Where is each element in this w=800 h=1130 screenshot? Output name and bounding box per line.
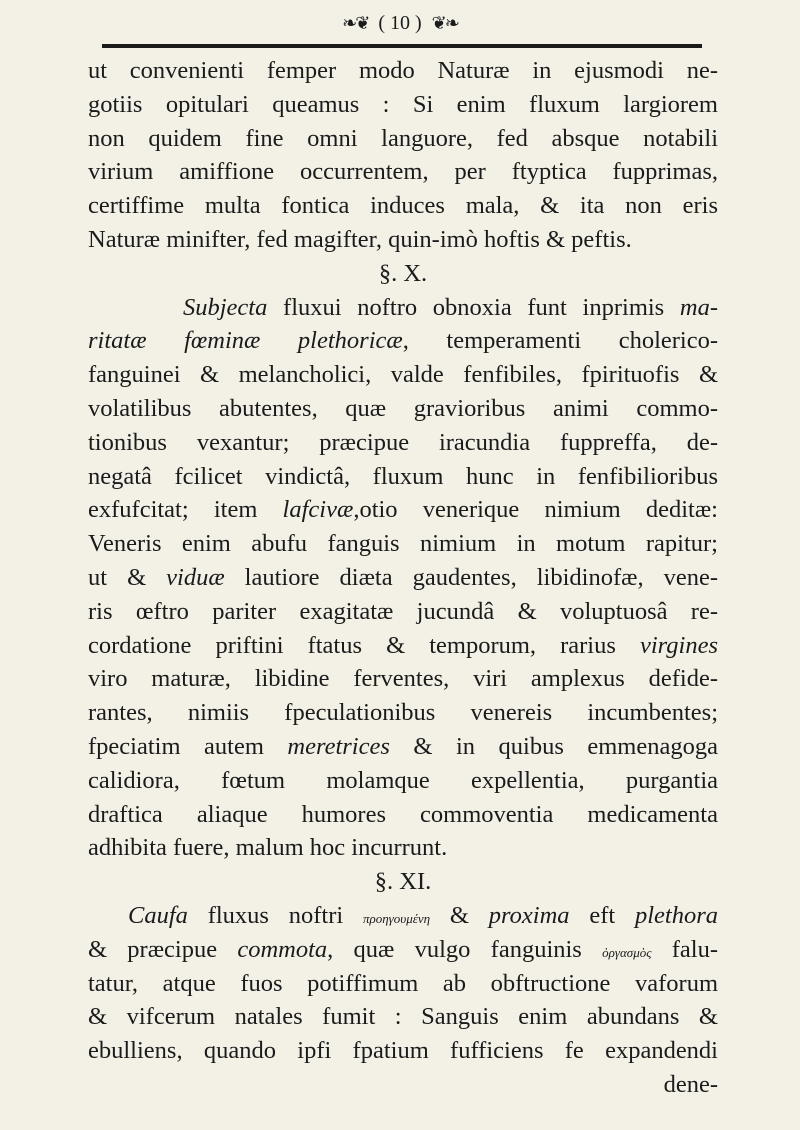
- text-line: Naturæ minifter, fed magifter, quin-imò hoftis & peftis.: [88, 225, 632, 253]
- text-line: non quidem fine omni languore, fed absque notabili: [88, 124, 718, 152]
- text-line: volatilibus abutentes, quæ gravioribus animi commo-: [88, 394, 718, 422]
- text-line: Caufa fluxus noftri πρoηγουμένη & proxima eft plethora: [128, 901, 719, 929]
- text-line: ebulliens, quando ipfi fpatium fufficiens fe expandendi: [88, 1037, 718, 1065]
- text-line: ut & viduæ lautiore diæta gaudentes, libidinofæ, vene-: [88, 563, 718, 591]
- header-rule: [102, 44, 702, 48]
- page-header: [240, 8, 560, 38]
- text-line: draftica aliaque humores commoventia medicamenta: [88, 800, 718, 828]
- text-line: viro maturæ, libidine ferventes, viri amplexus defide-: [88, 665, 718, 693]
- text-line: fpeciatim autem meretrices & in quibus emmenagoga: [88, 732, 718, 760]
- page-number: ( 10 ): [378, 11, 422, 34]
- text-line: adhibita fuere, malum hoc incurrunt.: [88, 834, 448, 862]
- text-line: & vifcerum natales fumit : Sanguis enim abundans &: [88, 1003, 718, 1031]
- text-line: virium amiffione occurrentem, per ftyptica fupprimas,: [88, 158, 718, 186]
- ornament-right: ❦❧: [431, 12, 458, 33]
- catchword: dene-: [663, 1070, 718, 1098]
- text-line: Veneris enim abufu fanguis nimium in motum rapitur;: [88, 530, 718, 558]
- text-line: ut convenienti femper modo Naturæ in ejusmodi ne-: [88, 57, 718, 84]
- text-line: negatâ fcilicet vindictâ, fluxum hunc in fenfibilioribus: [88, 462, 718, 490]
- text-line: gotiis opitulari queamus : Si enim fluxum largiorem: [88, 90, 718, 118]
- text-line: & præcipue commota, quæ vulgo fanguinis ὀργασμὸς falu-: [88, 935, 718, 963]
- text-line: Subjecta fluxui noftro obnoxia funt inprimis ma-: [183, 293, 718, 321]
- text-line: rantes, nimiis fpeculationibus venereis incumbentes;: [88, 699, 718, 727]
- text-line: ris œftro pariter exagitatæ jucundâ & voluptuosâ re-: [88, 597, 718, 625]
- text-line: tionibus vexantur; præcipue iracundia fuppreffa, de-: [88, 428, 718, 456]
- text-line: calidiora, fœtum molamque expellentia, purgantia: [88, 766, 718, 794]
- text-line: cordatione priftini ftatus & temporum, rarius virgines: [88, 631, 718, 659]
- text-body: [88, 54, 718, 1102]
- text-line: fanguinei & melancholici, valde fenfibiles, fpirituofis &: [88, 361, 718, 389]
- section-heading: §. X.: [378, 259, 428, 287]
- text-line: tatur, atque fuos potiffimum ab obftructione vaforum: [88, 969, 718, 997]
- ornament-left: ❧❦: [342, 12, 369, 33]
- section-heading: §. XI.: [374, 868, 432, 896]
- text-line: exfufcitat; item lafcivæ,otio venerique nimium deditæ:: [88, 496, 718, 524]
- text-line: certiffime multa fontica induces mala, & ita non eris: [88, 192, 718, 220]
- text-line: ritatæ fœminæ plethoricæ, temperamenti cholerico-: [88, 327, 718, 355]
